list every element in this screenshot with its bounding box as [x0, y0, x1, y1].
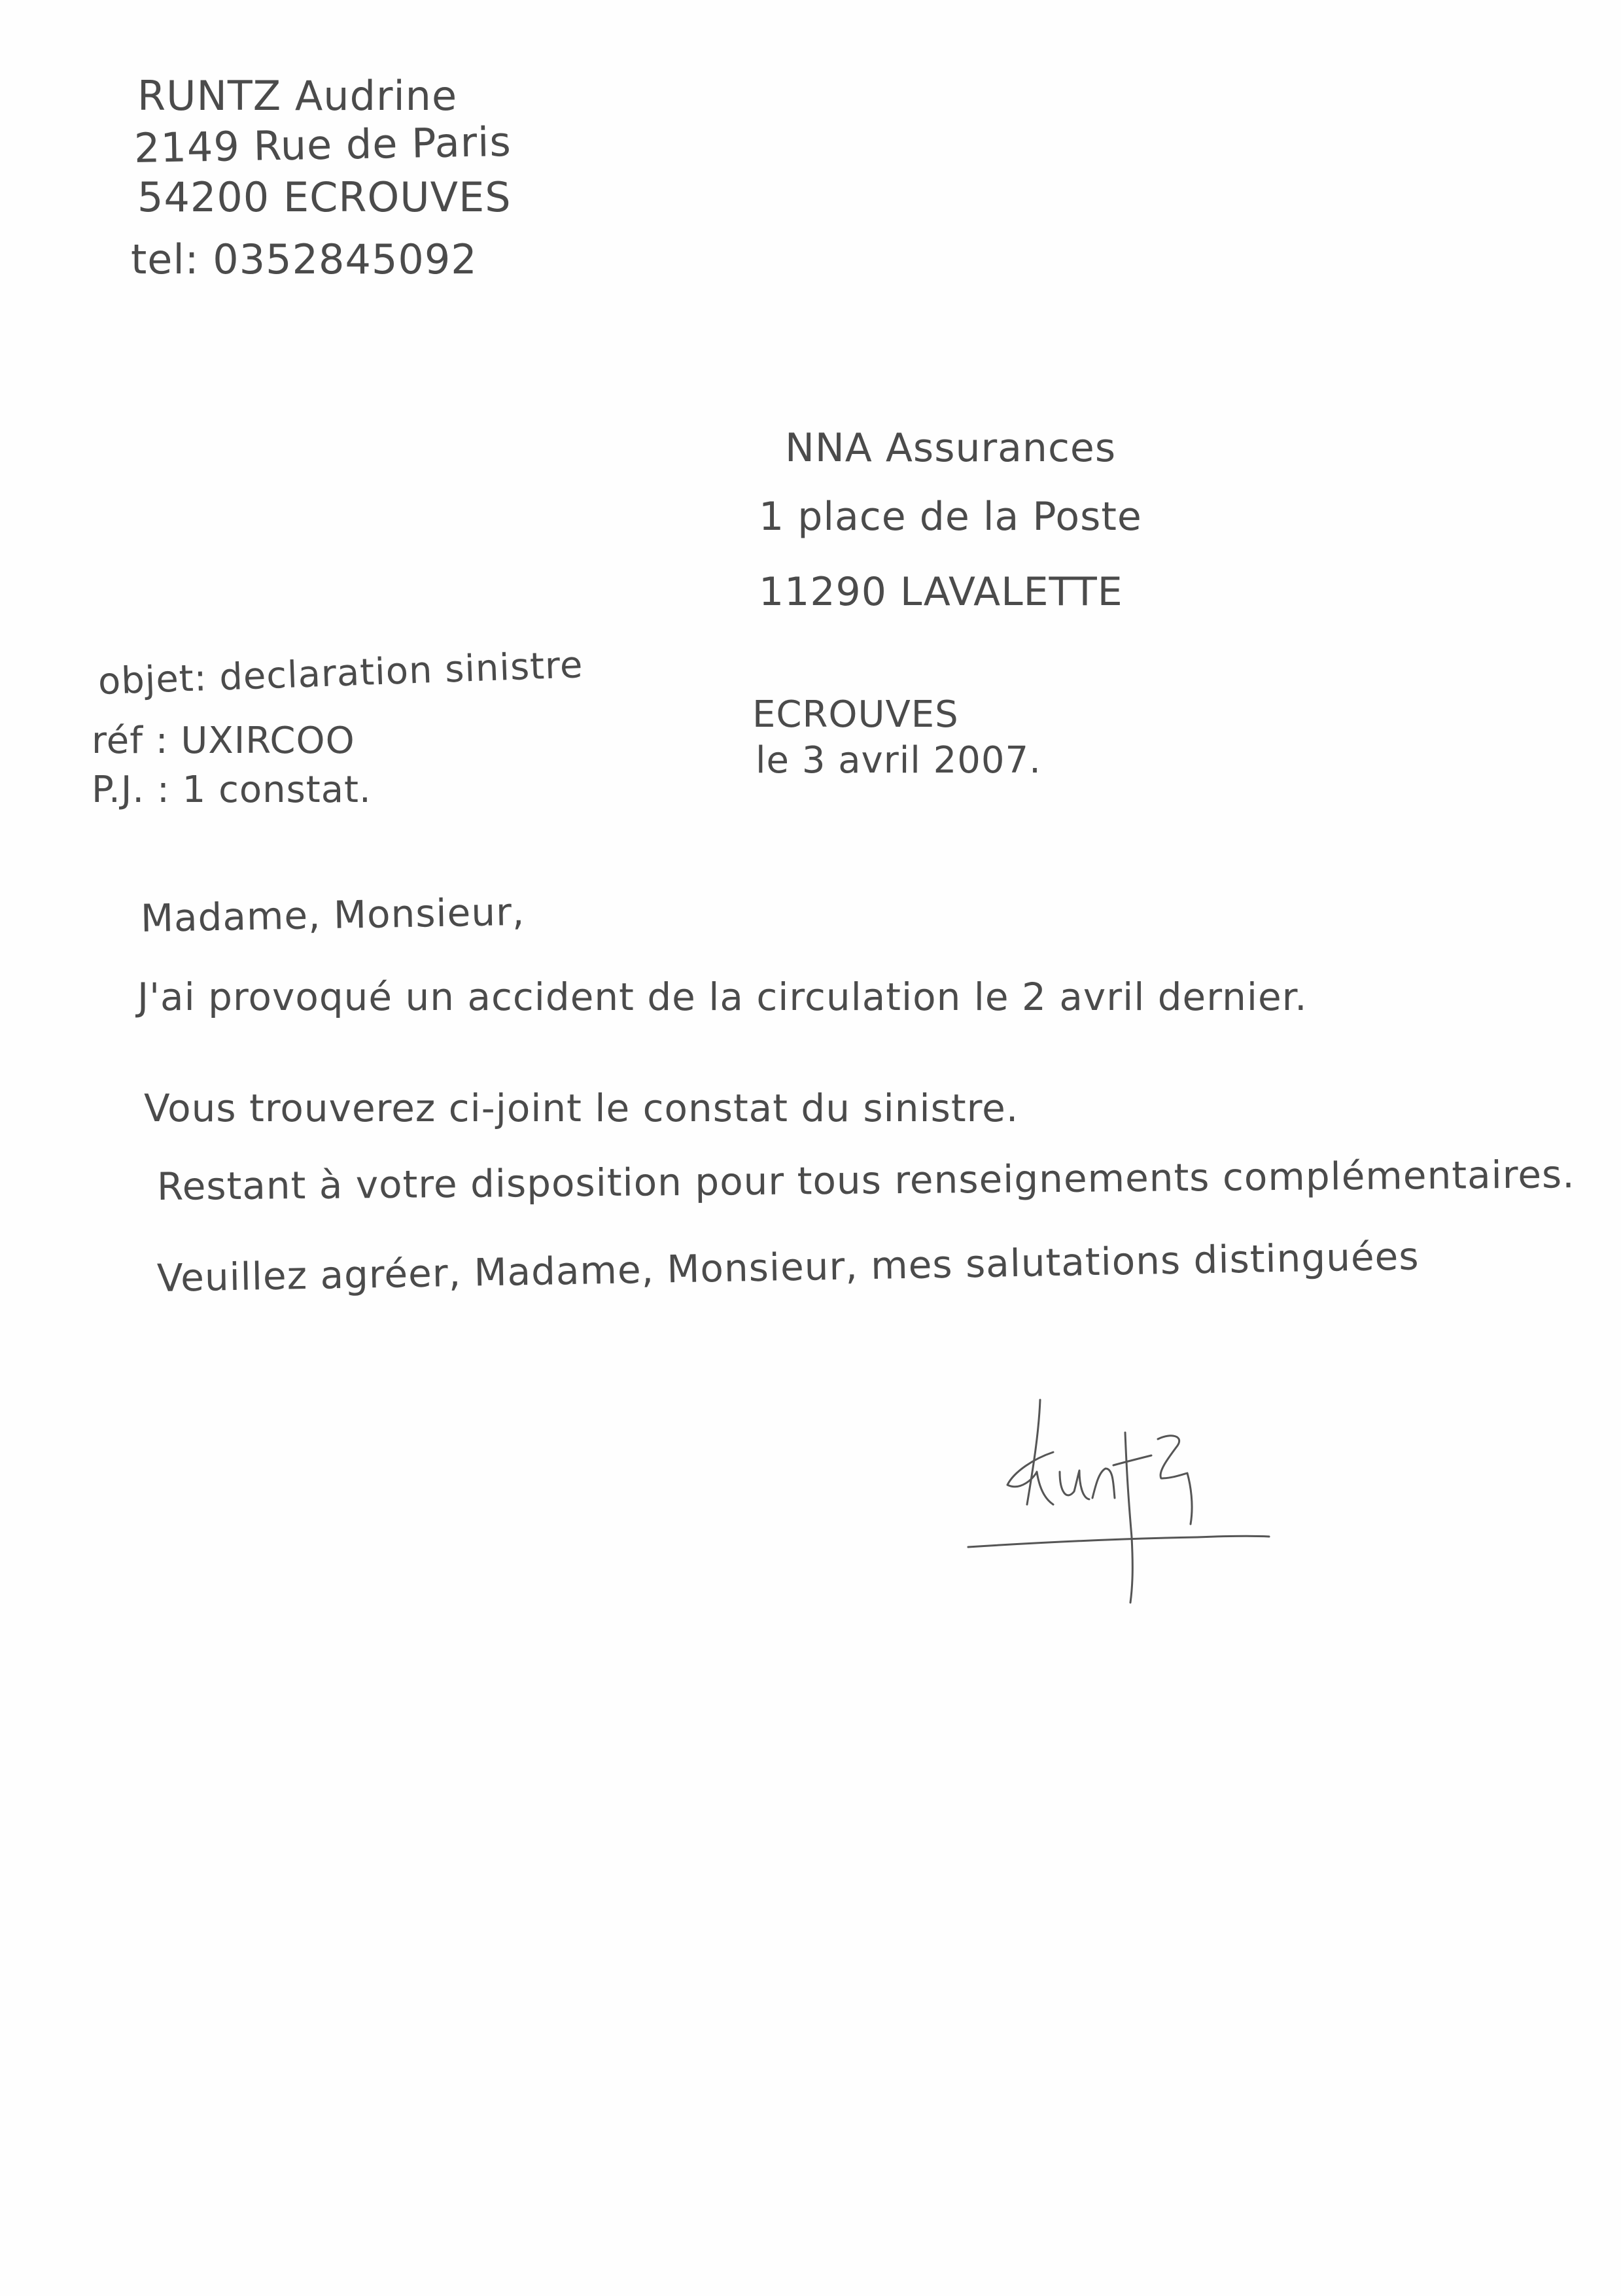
body-line-1: J'ai provoqué un accident de la circulation le 2 avril dernier. — [137, 975, 1308, 1019]
sender-street: 2149 Rue de Paris — [133, 117, 512, 172]
salutation: Madame, Monsieur, — [140, 889, 525, 941]
signature-drawing — [962, 1393, 1302, 1629]
date-value: le 3 avril 2007. — [756, 739, 1041, 782]
recipient-city: 11290 LAVALETTE — [759, 569, 1123, 615]
reference-line: réf : UXIRCOO — [92, 720, 355, 762]
body-line-3: Restant à votre disposition pour tous renseignements complémentaires. — [156, 1152, 1575, 1209]
body-line-4: Veuillez agréer, Madame, Monsieur, mes salutations distinguées — [156, 1234, 1420, 1300]
body-line-2: Vous trouverez ci-joint le constat du sinistre. — [144, 1086, 1019, 1130]
sender-name: RUNTZ Audrine — [137, 72, 458, 120]
date-place: ECROUVES — [752, 693, 959, 736]
recipient-street: 1 place de la Poste — [759, 494, 1142, 540]
object-line: objet: declaration sinistre — [97, 644, 584, 703]
sender-phone: tel: 0352845092 — [131, 235, 478, 283]
signature — [962, 1393, 1302, 1629]
attachment-line: P.J. : 1 constat. — [92, 769, 372, 811]
sender-city: 54200 ECROUVES — [137, 173, 512, 221]
recipient-company: NNA Assurances — [785, 425, 1117, 471]
